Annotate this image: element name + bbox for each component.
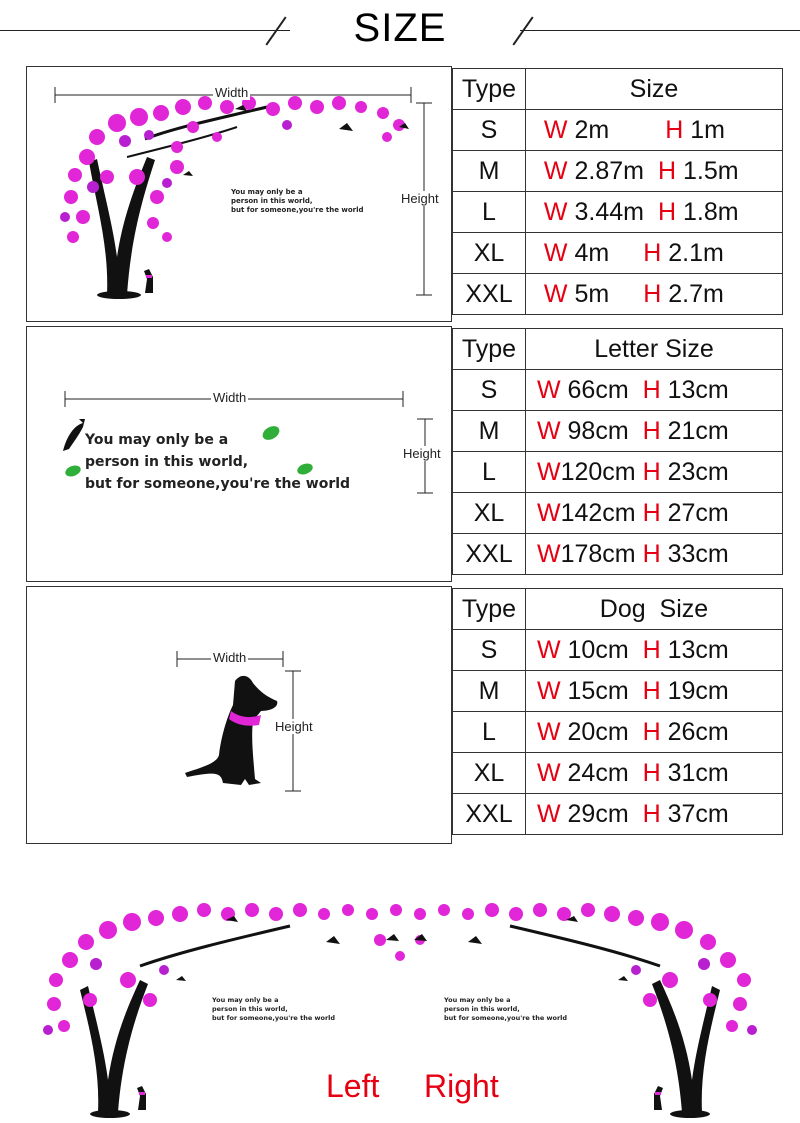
- tree-quote: [231, 188, 364, 215]
- letter-quote-line-2: person in this world,: [85, 454, 249, 470]
- dog-height-label: Height: [275, 719, 313, 734]
- dog-width-label: Width: [213, 650, 247, 665]
- letter-quote-line-1: You may only be a: [85, 432, 229, 448]
- tree-quote-line-2: person in this world,: [231, 197, 313, 205]
- page-title: SIZE: [353, 6, 447, 50]
- dog-type-header: Type: [453, 589, 526, 630]
- dog-row-size: W 10cm H 13cm: [526, 630, 783, 671]
- letter-row-size: W120cm H 23cm: [526, 452, 783, 493]
- tree-type-header: Type: [453, 69, 526, 110]
- left-quote-line-1: You may only be a: [212, 996, 279, 1004]
- dog-row-size: W 29cm H 37cm: [526, 794, 783, 835]
- dog-row-size: W 15cm H 19cm: [526, 671, 783, 712]
- right-quote-line-1: You may only be a: [444, 996, 511, 1004]
- letter-size-table: [452, 328, 783, 575]
- letter-row-size: W142cm H 27cm: [526, 493, 783, 534]
- letter-row-size: W178cm H 33cm: [526, 534, 783, 575]
- dog-row-size: W 20cm H 26cm: [526, 712, 783, 753]
- tree-row-type: M: [453, 151, 526, 192]
- dog-row-type: XXL: [453, 794, 526, 835]
- dog-row-size: W 24cm H 31cm: [526, 753, 783, 794]
- tree-panel: [26, 66, 452, 322]
- right-quote-line-2: person in this world,: [444, 1005, 520, 1013]
- dog-row-type: M: [453, 671, 526, 712]
- dog-panel: [26, 586, 452, 844]
- tree-row-type: XXL: [453, 274, 526, 315]
- tree-quote-line-1: You may only be a: [231, 188, 303, 196]
- letter-row-size: W 66cm H 13cm: [526, 370, 783, 411]
- dog-illustration: [27, 587, 451, 843]
- tree-quote-line-3: but for someone,you're the world: [231, 206, 364, 214]
- tree-row-size: W 5m H 2.7m: [526, 274, 783, 315]
- tree-row-size: W 2m H 1m: [526, 110, 783, 151]
- letter-quote: [85, 429, 350, 495]
- tree-row-size: W 2.87m H 1.5m: [526, 151, 783, 192]
- letter-row-size: W 98cm H 21cm: [526, 411, 783, 452]
- letter-row-type: XXL: [453, 534, 526, 575]
- dog-row-type: L: [453, 712, 526, 753]
- tree-height-label: Height: [401, 191, 439, 206]
- tree-size-header: Size: [526, 69, 783, 110]
- dog-row-type: S: [453, 630, 526, 671]
- tree-row-size: W 4m H 2.1m: [526, 233, 783, 274]
- dog-row-type: XL: [453, 753, 526, 794]
- dog-size-table: [452, 588, 783, 835]
- letter-row-type: XL: [453, 493, 526, 534]
- tree-row-type: XL: [453, 233, 526, 274]
- letter-width-label: Width: [213, 390, 247, 405]
- left-quote-line-2: person in this world,: [212, 1005, 288, 1013]
- tree-size-table: [452, 68, 783, 315]
- tree-row-size: W 3.44m H 1.8m: [526, 192, 783, 233]
- right-quote: [444, 996, 567, 1023]
- letter-row-type: M: [453, 411, 526, 452]
- letter-row-type: L: [453, 452, 526, 493]
- right-label: Right: [424, 1068, 499, 1104]
- letter-panel: [26, 326, 452, 582]
- letter-row-type: S: [453, 370, 526, 411]
- tree-row-type: L: [453, 192, 526, 233]
- letter-height-label: Height: [403, 446, 441, 461]
- letter-type-header: Type: [453, 329, 526, 370]
- right-quote-line-3: but for someone,you're the world: [444, 1014, 568, 1022]
- left-quote: [212, 996, 335, 1023]
- left-label: Left: [326, 1068, 380, 1104]
- tree-width-label: Width: [215, 85, 249, 100]
- dog-size-header: Dog Size: [526, 589, 783, 630]
- left-quote-line-3: but for someone,you're the world: [212, 1014, 336, 1022]
- tree-row-type: S: [453, 110, 526, 151]
- left-right-illustration: [0, 880, 800, 1120]
- letter-quote-line-3: but for someone,you're the world: [85, 476, 351, 492]
- title-rule-right: [520, 30, 800, 31]
- letter-size-header: Letter Size: [526, 329, 783, 370]
